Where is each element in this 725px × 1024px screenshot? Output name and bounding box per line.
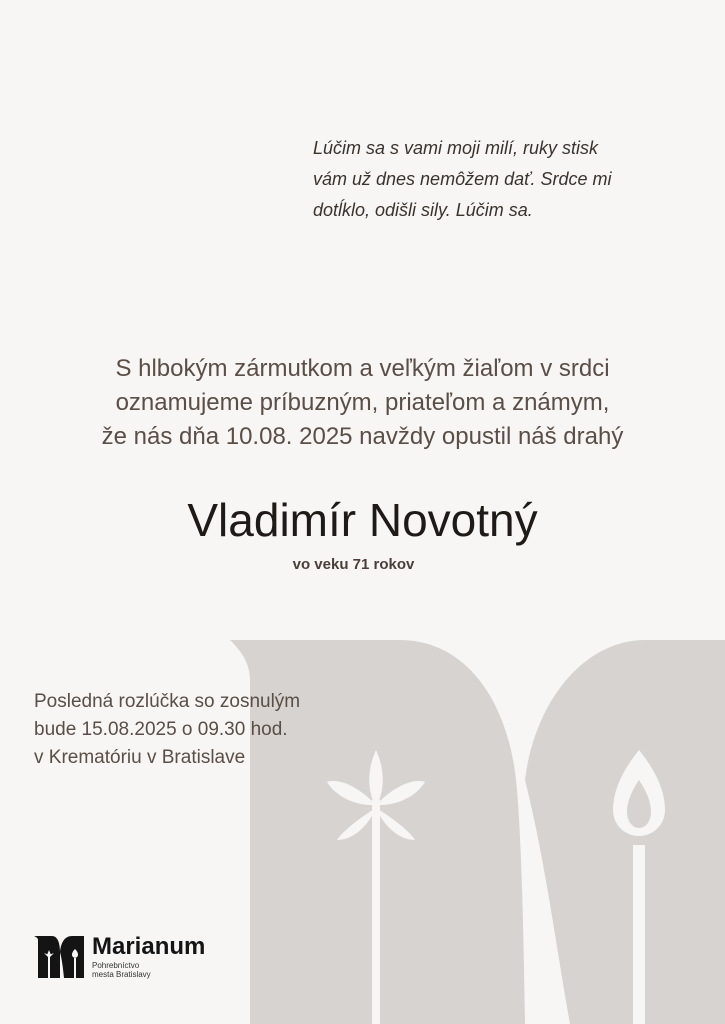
announcement-line: že nás dňa 10.08. 2025 navždy opustil náš drahý	[101, 423, 624, 450]
deceased-age: vo veku 71 rokov	[292, 556, 415, 573]
funeral-detail-line: bude 15.08.2025 o 09.30 hod.	[34, 719, 288, 740]
announcement-line: S hlbokým zármutkom a veľkým žiaľom v srdci	[115, 355, 610, 382]
marianum-logo-icon	[34, 936, 84, 978]
logo-subtitle-line: mesta Bratislavy	[92, 970, 151, 979]
logo-name: Marianum	[92, 933, 206, 960]
funeral-detail-line: Posledná rozlúčka so zosnulým	[34, 691, 301, 712]
announcement-line: oznamujeme príbuzným, priateľom a známym,	[115, 389, 610, 416]
poem-line: dotĺklo, odišli sily. Lúčim sa.	[313, 200, 533, 220]
poem-line: Lúčim sa s vami moji milí, ruky stisk	[313, 138, 599, 158]
funeral-details	[34, 688, 364, 772]
funeral-detail-line: v Krematóriu v Bratislave	[34, 747, 246, 768]
logo-subtitle	[92, 961, 192, 979]
marianum-logo	[34, 934, 234, 982]
death-announcement	[0, 352, 725, 454]
logo-subtitle-line: Pohrebníctvo	[92, 961, 140, 970]
farewell-poem	[313, 133, 653, 226]
poem-line: vám už dnes nemôžem dať. Srdce mi	[313, 169, 612, 189]
deceased-name: Vladimír Novotný	[187, 494, 538, 546]
